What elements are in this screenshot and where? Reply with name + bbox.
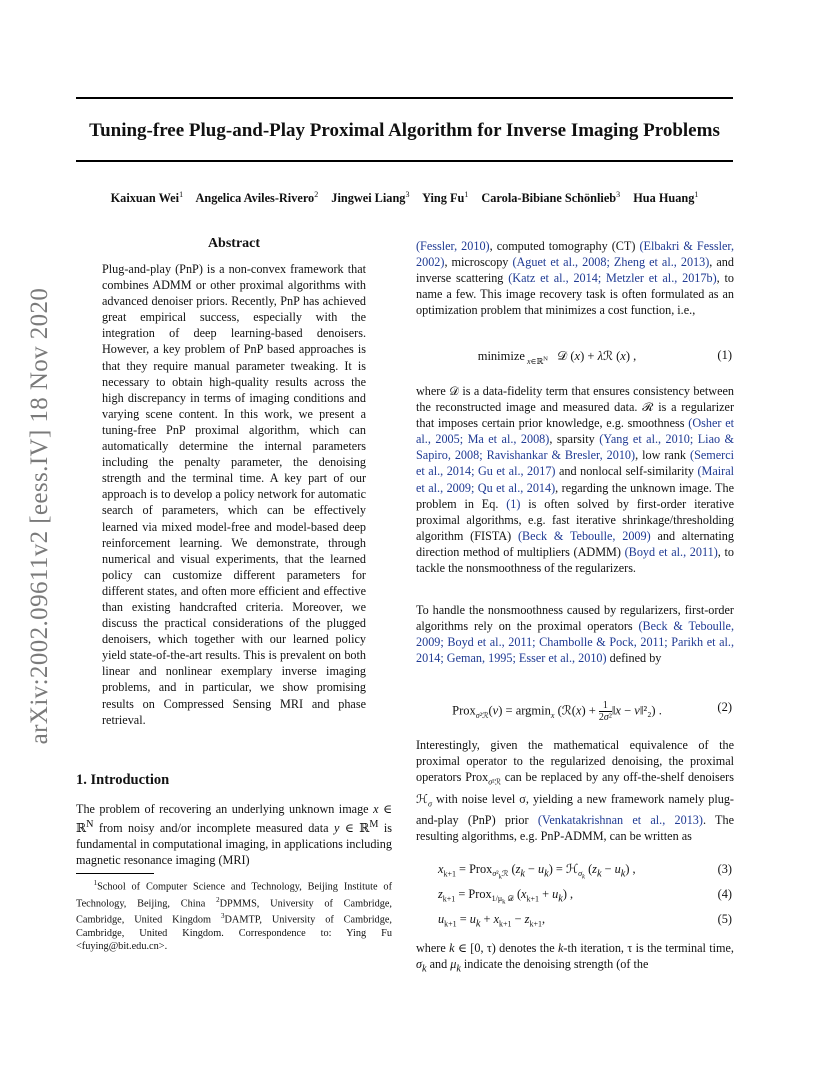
citation-link[interactable]: (Aguet et al., 2008; Zheng et al., 2013) bbox=[512, 255, 710, 270]
footnote-divider bbox=[76, 873, 154, 874]
citation-link[interactable]: (Fessler, 2010) bbox=[416, 239, 490, 253]
citation-link[interactable]: (Osher et al., 2005; Ma et al., 2008) bbox=[416, 416, 734, 447]
equation-group-pnp-admm bbox=[416, 862, 734, 937]
equation-4: $z_{k+1}$ = Prox$_{1/\mu_k 𝒟}$ $(x_{k+1} + u_k)$ , (4) bbox=[438, 887, 732, 907]
equation-number: (4) bbox=[717, 887, 732, 901]
intro-text: is fundamental in computational imaging, in applications including magnetic resonance imaging (MRI) bbox=[76, 821, 392, 868]
paper-title: Tuning-free Plug-and-Play Proximal Algorithm for Inverse Imaging Problems bbox=[89, 120, 720, 141]
arxiv-identifier: arXiv:2002.09611v2 [eess.IV] 18 Nov 2020 bbox=[26, 287, 53, 745]
author-name: Hua Huang bbox=[633, 191, 695, 206]
abstract-heading: Abstract bbox=[207, 236, 261, 251]
equation-5: $u_{k+1} = u_k + x_{k+1} - z_{k+1}$, (5) bbox=[438, 912, 732, 930]
equation-reference-link[interactable]: (1) bbox=[506, 496, 521, 511]
body-paragraph: where k ∈ [0, τ) denotes the k-th iteration, τ is the terminal time, $\sigma_k$ and $\mu_k$ indicate the denoising strength (of the bbox=[416, 941, 734, 975]
intro-text: from noisy and/or incomplete measured data bbox=[93, 821, 334, 836]
abstract-text: Plug-and-play (PnP) is a non-convex framework that combines ADMM or other proximal algorithms with advanced denoiser priors. Recently, PnP has achieved great empirical success, especially with the integration of deep learning-based denoisers. However, a key problem of PnP based approaches is that they require manual parameter tweaking. It is necessary to obtain high-quality results across the high discrepancy in terms of imaging conditions and varying scene content. In this work, we present a tuning-free PnP proximal algorithm, which can automatically determine the internal parameters including the penalty parameter, the denoising strength and the terminal time. A key part of our approach is to develop a policy network for automatic search of parameters, which can be effectively learned via mixed model-free and model-based deep reinforcement learning. We demonstrate, through numerical and visual experiments, that the learned policy can customize different parameters for different states, and often more efficient and effective than existing handcrafted criteria. Moreover, we discuss the practical considerations of the plugged denoisers, which together with our learned policy yield state-of-the-art results. This is prevalent on both linear and nonlinear exemplary inverse imaging problems, and in particular, we show promising results on Compressed Sensing MRI and phase retrieval. bbox=[102, 262, 366, 727]
body-text: is often solved by first-order iterative proximal algorithms, e.g. fast iterative shrinkage/thresholding algorithm (FISTA) bbox=[416, 496, 734, 543]
citation-link[interactable]: (Mairal et al., 2009; Qu et al., 2014) bbox=[416, 464, 734, 495]
footnote-text: DPMMS, University of Cambridge, Cambridge, United Kingdom bbox=[76, 898, 393, 926]
body-text: , to tackle the nonsmoothness of the regularizers. bbox=[416, 544, 735, 576]
equation-number: (2) bbox=[717, 700, 732, 714]
author-affiliation: 3 bbox=[405, 190, 410, 199]
title-top-rule bbox=[76, 97, 733, 99]
body-text: is a regularizer that imposes certain prior knowledge, e.g. smoothness bbox=[416, 400, 735, 431]
equation-number: (3) bbox=[717, 862, 732, 876]
citation-link[interactable]: (Katz et al., 2014; Metzler et al., 2017b) bbox=[508, 271, 717, 286]
body-paragraph: Interestingly, given the mathematical equivalence of the proximal operator to the regularized denoising, the proximal operators Prox$_{\sigma^2ℛ}$ can be replaced by any off-the-shelf denoisers ℋ$_\sigma$ with noise level σ, yielding a new framework namely plug-and-play (PnP) prior (Venkatakrishnan et al., 2013). The resulting algorithms, e.g. PnP-ADMM, can be written as bbox=[416, 738, 734, 844]
citation-link[interactable]: (Boyd et al., 2011) bbox=[624, 544, 718, 559]
author-affiliation: 1 bbox=[694, 190, 699, 199]
author-affiliation: 1 bbox=[464, 190, 469, 199]
body-text: , computed tomography (CT) bbox=[489, 239, 640, 253]
citation-link[interactable]: (Elbakri & Fessler, 2002) bbox=[416, 239, 734, 270]
equation-2: Prox$_{\sigma^2ℛ}$(v) = argmin$_x$ (ℛ(x) + $\frac{1}{\text{2σ²}}$ ‖x − v‖²₂) . (2) bbox=[452, 700, 732, 723]
citation-link[interactable]: (Semerci et al., 2014; Gu et al., 2017) bbox=[416, 448, 735, 479]
intro-paragraph-continued bbox=[416, 238, 734, 318]
equation-3: $x_{k+1}$ = Prox$_{\sigma^2_kℛ}$ $(z_k - u_k)$ = ℋ$_{\sigma_k}$ $(z_k - u_k)$ , (3) bbox=[438, 862, 732, 882]
body-text: , and inverse scattering bbox=[416, 255, 734, 286]
body-paragraph: where 𝒟 is a data-fidelity term that ensures consistency between the reconstructed image and measured data. ℛ is a regularizer that imposes certain prior knowledge, e.g. smoothness (Osher et al., 2005; Ma et al., 2008), sparsity (Yang et al., 2010; Liao & Sapiro, 2008; Ravishankar & Bresler, 2010), low rank (Semerci et al., 2014; Gu et al., 2017) and nonlocal self-similarity (Mairal et al., 2009; Qu et al., 2014), regarding the unknown image. The problem in Eq. (1) is often solved by first-order iterative proximal algorithms, e.g. fast iterative shrinkage/thresholding algorithm (FISTA) (Beck & Teboulle, 2009) and alternating direction method of multipliers (ADMM) (Boyd et al., 2011), to tackle the nonsmoothness of the regularizers. bbox=[416, 384, 735, 576]
body-text: , regarding the unknown image. The problem in Eq. bbox=[416, 480, 734, 511]
author-name: Jingwei Liang bbox=[331, 191, 406, 206]
body-text: , microscopy bbox=[444, 255, 513, 270]
author-affiliation: 1 bbox=[179, 190, 184, 199]
equation-number: (5) bbox=[717, 912, 732, 926]
body-text: where bbox=[416, 384, 450, 398]
body-text: , to name a few. This image recovery task is often formulated as an optimization problem that minimizes a cost function, i.e., bbox=[416, 271, 734, 318]
author-list bbox=[76, 190, 733, 206]
author-name: Kaixuan Wei bbox=[110, 191, 180, 206]
body-text: , low rank bbox=[635, 448, 691, 463]
section-heading-introduction: 1. Introduction bbox=[76, 772, 170, 788]
affiliation-footnote: $^1$School of Computer Science and Technology, Beijing Institute of Technology, Beijing, China $^2$DPMMS, University of Cambridge, Cambridge, United Kingdom $^3$DAMTP, University of Cambridge, Cambridge, United Kingdom. Correspondence to: Ying Fu <fuying@bit.edu.cn>. bbox=[76, 879, 393, 953]
intro-text: The problem of recovering an underlying unknown image bbox=[76, 802, 374, 816]
body-text: denotes the bbox=[495, 941, 558, 955]
body-text: and nonlocal self-similarity bbox=[555, 464, 698, 479]
body-paragraph bbox=[416, 602, 734, 666]
body-text: where bbox=[416, 941, 450, 955]
citation-link[interactable]: (Beck & Teboulle, 2009; Boyd et al., 2011; Chambolle & Pock, 2011; Parikh et al., 2014; Geman, 1995; Esser et al., 2010) bbox=[416, 619, 734, 666]
body-text: can be replaced by any off-the-shelf denoisers bbox=[500, 770, 734, 785]
author-name: Ying Fu bbox=[422, 191, 465, 206]
footnote-text: DAMTP, University of Cambridge, Cambridge, United Kingdom. Correspondence to: Ying Fu <fuying@bit.edu.cn>. bbox=[76, 914, 392, 953]
footnote-text: School of Computer Science and Technology, Beijing Institute of Technology, Beijing, China bbox=[76, 881, 392, 910]
title-bottom-rule bbox=[76, 160, 733, 162]
body-text: . The resulting algorithms, e.g. PnP-ADMM, can be written as bbox=[416, 813, 734, 844]
equation-number: (1) bbox=[717, 348, 732, 362]
body-text: , sparsity bbox=[549, 432, 600, 447]
citation-link[interactable]: (Yang et al., 2010; Liao & Sapiro, 2008; Ravishankar & Bresler, 2010) bbox=[416, 432, 735, 463]
citation-link[interactable]: (Venkatakrishnan et al., 2013) bbox=[537, 813, 703, 828]
equation-1: minimize $_{x\in ℝ^N}$ 𝒟 (x) + λℛ (x) , (1) bbox=[477, 348, 732, 366]
citation-link[interactable]: (Beck & Teboulle, 2009) bbox=[517, 528, 651, 543]
author-affiliation: 3 bbox=[616, 190, 621, 199]
intro-paragraph: The problem of recovering an underlying unknown image x ∈ ℝ$^N$ from noisy and/or incomplete measured data y ∈ ℝ$^M$ is fundamental in computational imaging, in applications including magnetic resonance imaging (MRI) bbox=[76, 802, 392, 868]
body-text: defined by bbox=[606, 651, 662, 666]
author-name: Angelica Aviles-Rivero bbox=[195, 191, 315, 206]
body-text: Interestingly, given the mathematical equivalence of the proximal operator to the regularized denoising, the proximal operators bbox=[416, 738, 734, 785]
body-text: To handle the nonsmoothness caused by regularizers, first-order algorithms rely on the proximal operators bbox=[416, 603, 734, 634]
body-text: and alternating direction method of multipliers (ADMM) bbox=[416, 528, 734, 559]
author-affiliation: 2 bbox=[314, 190, 319, 199]
body-text: and bbox=[426, 957, 451, 972]
body-text: indicate the denoising strength (of the bbox=[460, 957, 649, 972]
body-text: is a data-fidelity term that ensures consistency between the reconstructed image and measured data. bbox=[416, 384, 734, 415]
body-text: -th iteration, τ is the terminal time, bbox=[563, 941, 734, 955]
author-name: Carola-Bibiane Schönlieb bbox=[481, 191, 617, 206]
body-text: with noise level σ, yielding a new framework namely plug-and-play (PnP) prior bbox=[416, 791, 734, 828]
